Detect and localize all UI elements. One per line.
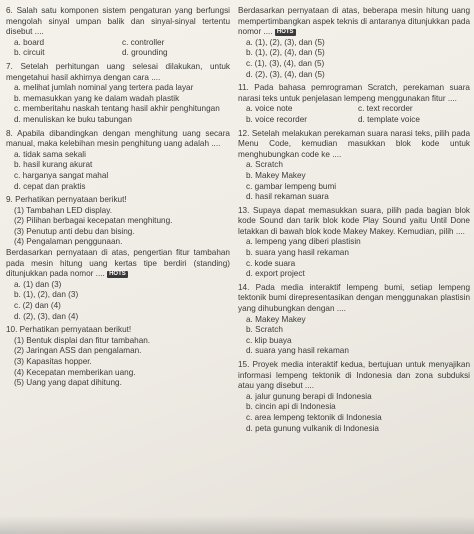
option-letter: c.: [358, 104, 365, 114]
question-stem: Perhatikan pernyataan berikut!: [15, 195, 127, 205]
option-letter: a.: [246, 104, 253, 114]
question-text: [238, 129, 470, 161]
answer-option: [6, 171, 230, 182]
option-text: (1), (3), (4), dan (5): [254, 58, 325, 68]
option-letter: a.: [246, 314, 253, 324]
answer-option: [238, 259, 470, 270]
answer-option: [6, 301, 230, 312]
option-letter: d.: [14, 114, 21, 124]
question-stem: Perhatikan pernyataan berikut!: [19, 325, 132, 335]
answer-option: [238, 70, 470, 81]
question-cont: [238, 6, 470, 80]
option-text: (1), (2), dan (3): [23, 290, 79, 300]
question-7: [6, 62, 230, 126]
question-text: [238, 6, 470, 38]
question-stem: Salah satu komponen sistem pengaturan yang berfungsi mengolah sinyal umpan balik dan sinyal-sinyal tertentu disebut ....: [6, 6, 230, 37]
statement-item: (2) Jaringan ASS dan pengalaman.: [14, 346, 142, 356]
option-text: cincin api di Indonesia: [255, 402, 336, 412]
option-text: memberitahu naskah tentang hasil akhir penghitungan: [22, 104, 220, 114]
option-letter: d.: [246, 423, 253, 433]
option-text: circuit: [23, 48, 45, 58]
answer-option: [238, 424, 470, 435]
answer-option: [238, 269, 470, 280]
option-letter: d.: [246, 69, 253, 79]
hots-badge: HOTS: [109, 270, 126, 277]
option-letter: d.: [246, 192, 253, 202]
option-text: memasukkan yang ke dalam wadah plastik: [23, 93, 180, 103]
question-stem: Supaya dapat memasukkan suara, pilih pada bagian blok kode Sound dan tarik blok kode Play Sound yaitu Until Done letakkan di bawah blok kode Makey Makey. Kemudian, pilih ....: [238, 205, 471, 236]
question-6: [6, 6, 230, 59]
question-number: 6.: [6, 6, 13, 15]
option-text: template voice: [367, 114, 420, 124]
option-letter: d.: [14, 311, 21, 321]
option-letter: a.: [14, 279, 21, 289]
option-text: cepat dan praktis: [23, 181, 86, 191]
answer-option: [238, 192, 470, 203]
option-letter: a.: [246, 37, 253, 47]
question-number: 9.: [6, 195, 13, 205]
option-text: hasil rekaman suara: [255, 192, 329, 202]
option-text: melihat jumlah nominal yang tertera pada layar: [23, 83, 194, 93]
question-number: 11.: [238, 83, 249, 93]
question-text: [238, 360, 470, 392]
answer-option: [238, 248, 470, 259]
option-letter: d.: [358, 114, 365, 124]
answer-option: [6, 290, 230, 301]
answer-option: [238, 402, 470, 413]
answer-option: [238, 59, 470, 70]
option-letter: d.: [246, 269, 253, 279]
page-bottom-shadow: [0, 516, 474, 534]
statement-item: (4) Pengalaman penggunaan.: [14, 237, 123, 247]
statement-item: (1) Bentuk displai dan fitur tambahan.: [14, 335, 151, 345]
option-text: (1), (2), (4), dan (5): [255, 48, 325, 58]
option-letter: c.: [246, 335, 253, 345]
option-letter: c.: [246, 58, 253, 68]
option-letter: b.: [14, 48, 21, 58]
question-text: [6, 195, 230, 206]
question-15: [238, 360, 470, 434]
option-text: menuliskan ke buku tabungan: [23, 114, 132, 124]
option-text: harganya sangat mahal: [22, 170, 109, 180]
option-letter: b.: [246, 325, 253, 335]
option-text: export project: [255, 269, 305, 279]
option-letter: a.: [246, 237, 253, 247]
question-stem: Pada bahasa pemrograman Scratch, perekaman suara narasi teks untuk penjelasan lempeng menggunakan fitur ....: [238, 83, 470, 103]
answer-option: [6, 94, 230, 105]
option-text: tidak sama sekali: [23, 149, 86, 159]
option-text: gambar lempeng bumi: [254, 181, 337, 191]
answer-option: [14, 48, 122, 59]
option-text: lempeng yang diberi plastisin: [255, 237, 361, 247]
option-letter: c.: [246, 412, 253, 422]
answer-option: [6, 280, 230, 291]
answer-option: [358, 115, 470, 126]
answer-option: [6, 150, 230, 161]
option-text: Makey Makey: [255, 314, 306, 324]
question-text: [238, 206, 470, 238]
option-text: suara yang hasil rekaman: [255, 346, 349, 356]
question-text: [6, 129, 230, 150]
answer-option: [6, 83, 230, 94]
option-letter: c.: [246, 258, 253, 268]
option-text: (1), (2), (3), dan (5): [255, 37, 325, 47]
answer-option: [238, 38, 470, 49]
answer-option: [238, 346, 470, 357]
answer-option: [6, 182, 230, 193]
options-grid: [6, 38, 230, 59]
option-text: Scratch: [255, 160, 283, 170]
answer-option: [238, 237, 470, 248]
answer-option: [358, 104, 470, 115]
options-grid: [238, 104, 470, 125]
option-letter: b.: [246, 114, 253, 124]
question-text: [238, 283, 470, 315]
answer-option: [238, 171, 470, 182]
option-letter: b.: [246, 48, 253, 58]
option-text: peta gunung vulkanik di Indonesia: [255, 423, 379, 433]
option-text: Makey Makey: [255, 170, 306, 180]
question-text: [6, 325, 230, 336]
right-column: [238, 6, 470, 437]
question-number: 13.: [238, 205, 250, 215]
option-text: board: [23, 37, 45, 47]
option-text: (2), (3), (4), dan (5): [255, 69, 325, 79]
question-text: [238, 83, 470, 104]
question-number: 15.: [238, 360, 250, 369]
statement-item: (2) Pilihan berbagai kecepatan menghitung.: [14, 216, 173, 226]
option-text: grounding: [131, 48, 168, 58]
statement-item: (3) Penutup anti debu dan bising.: [14, 226, 135, 236]
answer-option: [246, 104, 358, 115]
question-number: 14.: [238, 282, 250, 292]
option-letter: c.: [14, 104, 21, 114]
option-letter: c.: [122, 37, 129, 47]
statement-item: (3) Kapasitas hopper.: [14, 357, 92, 366]
statement-item: (4) Kecepatan memberikan uang.: [14, 367, 136, 377]
option-letter: b.: [246, 402, 253, 412]
option-text: Scratch: [255, 325, 283, 335]
answer-option: [6, 104, 230, 115]
question-number: 10.: [6, 325, 18, 335]
answer-option: [6, 115, 230, 126]
answer-option: [122, 48, 230, 59]
option-letter: b.: [246, 170, 253, 180]
question-10: [6, 325, 230, 389]
question-stem: Proyek media interaktif kedua, bertujuan untuk menyajikan informasi lempeng tektonik di Indonesia dan zona subduksi atau yang disebut ....: [238, 360, 470, 391]
question-stem: Berdasarkan pernyataan di atas, beberapa mesin hitung uang mempertimbangkan aspek teknis di antaranya ditunjukkan pada nomor ....: [238, 6, 470, 37]
answer-option: [122, 38, 230, 49]
option-text: area lempeng tektonik di Indonesia: [254, 412, 382, 422]
option-text: (2), (3), dan (4): [23, 311, 79, 321]
answer-option: [238, 160, 470, 171]
option-text: text recorder: [366, 104, 413, 114]
option-letter: d.: [14, 181, 21, 191]
option-letter: d.: [122, 48, 129, 58]
statement-item: (5) Uang yang dapat dihitung.: [14, 378, 122, 388]
option-letter: a.: [246, 391, 253, 401]
option-text: kode suara: [254, 258, 296, 268]
question-stem-2: [6, 248, 230, 280]
question-11: [238, 83, 470, 125]
answer-option: [238, 182, 470, 193]
question-8: [6, 129, 230, 193]
option-letter: a.: [14, 149, 21, 159]
option-letter: b.: [14, 160, 21, 170]
answer-option: [238, 413, 470, 424]
option-letter: c.: [14, 170, 21, 180]
question-number: 12.: [238, 128, 250, 138]
answer-option: [238, 325, 470, 336]
question-stem: Apabila dibandingkan dengan menghitung uang secara manual, maka kelebihan mesin penghitung uang adalah ....: [6, 128, 230, 149]
option-letter: a.: [14, 37, 21, 47]
answer-option: [246, 115, 358, 126]
option-text: klip buaya: [254, 335, 292, 345]
option-text: controller: [130, 37, 165, 47]
option-letter: a.: [246, 160, 253, 170]
left-column: [6, 6, 230, 392]
answer-option: [6, 312, 230, 323]
answer-option: [238, 48, 470, 59]
option-letter: b.: [246, 248, 253, 258]
question-text: [6, 6, 230, 38]
answer-option: [238, 392, 470, 403]
answer-option: [238, 336, 470, 347]
question-stem: Setelah perhitungan uang selesai dilakukan, untuk mengetahui hasil akhirnya dengan cara ....: [6, 61, 230, 82]
answer-option: [238, 315, 470, 326]
question-stem-2-text: Berdasarkan pernyataan di atas, pengertian fitur tambahan pada mesin hitung uang kertas tipe berdiri (standing) ditunjukkan pada nomor ....: [6, 248, 230, 279]
option-text: jalur gunung berapi di Indonesia: [255, 391, 372, 401]
question-number: 7.: [6, 61, 13, 71]
question-14: [238, 283, 470, 357]
question-13: [238, 206, 470, 280]
question-12: [238, 129, 470, 203]
option-text: hasil kurang akurat: [23, 160, 93, 170]
question-stem: Setelah melakukan perekaman suara narasi teks, pilih pada Menu Code, kemudian masukkan blok kode untuk menghubungkan code ke ....: [238, 128, 470, 159]
option-text: (2) dan (4): [22, 301, 61, 311]
question-9: [6, 195, 230, 322]
option-letter: c.: [246, 181, 253, 191]
option-letter: a.: [14, 83, 21, 93]
answer-option: [6, 160, 230, 171]
question-number: 8.: [6, 128, 13, 138]
option-text: voice recorder: [255, 114, 308, 124]
option-letter: d.: [246, 346, 253, 356]
question-text: [6, 62, 230, 83]
option-text: voice note: [255, 104, 293, 114]
hots-badge: HOTS: [276, 28, 294, 35]
option-letter: b.: [14, 93, 21, 103]
statement-item: (1) Tambahan LED display.: [14, 205, 112, 215]
question-stem: Pada media interaktif lempeng bumi, setiap lempeng tektonik bumi direpresentasikan dengan menggunakan plastisin yang dihubungkan dengan ....: [238, 282, 470, 314]
option-text: suara yang hasil rekaman: [255, 248, 349, 258]
option-letter: c.: [14, 301, 21, 311]
option-text: (1) dan (3): [23, 279, 62, 289]
answer-option: [14, 38, 122, 49]
option-letter: b.: [14, 290, 21, 300]
